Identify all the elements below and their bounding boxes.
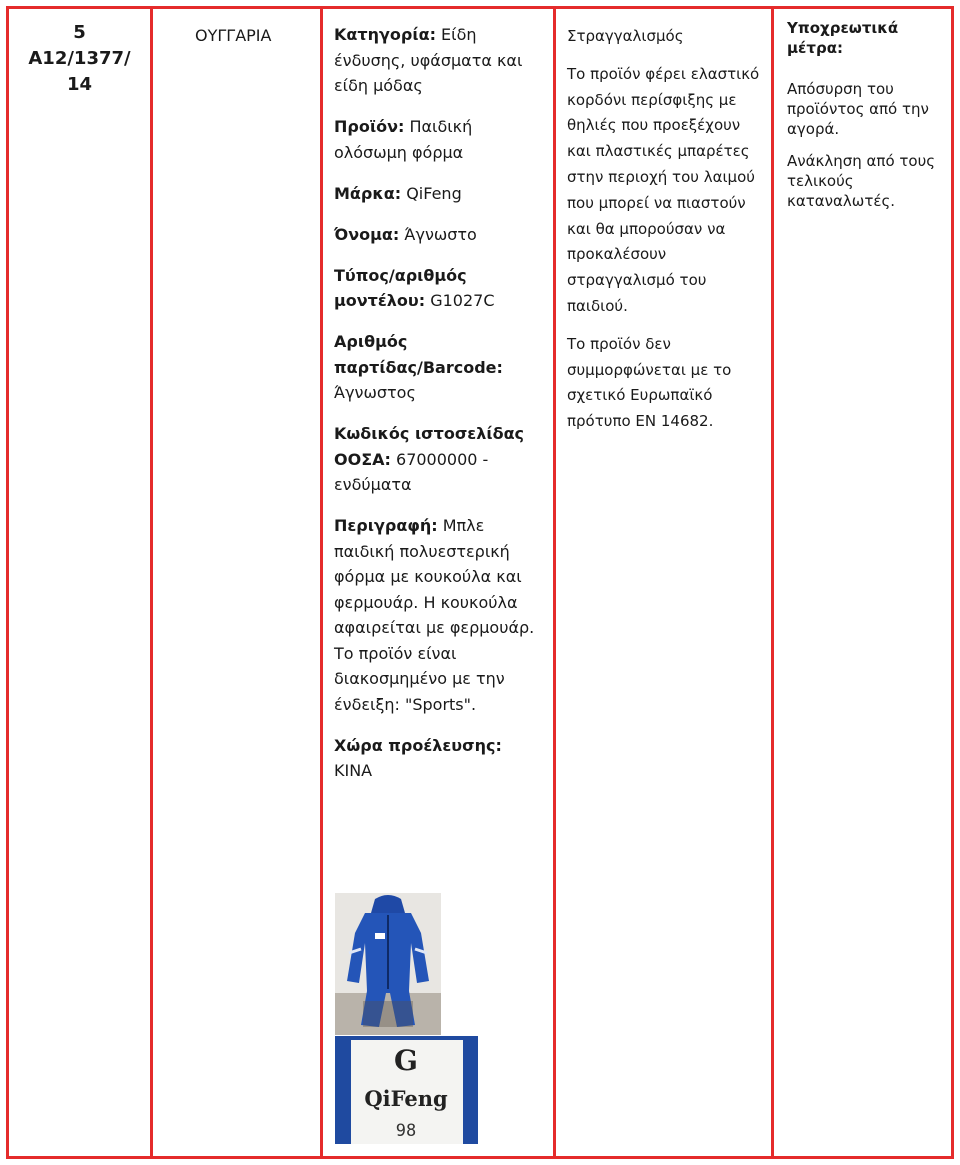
risk-type: Στραγγαλισμός [567,27,684,45]
name-value: Άγνωστο [399,224,477,244]
description-value: Μπλε παιδική πολυεστερική φόρμα με κουκούλα και φερμουάρ. Η κουκούλα αφαιρείται με φερμουάρ. Το προϊόν είναι διακοσμημένο με την ένδειξη: "Sports". [334,516,535,714]
description-label: Περιγραφή: [334,516,438,535]
category-label: Κατηγορία: [334,25,436,44]
origin-row [334,733,545,784]
origin-label: Χώρα προέλευσης: [334,735,502,755]
tag-size: 98 [395,1121,417,1141]
category-row [334,22,545,99]
column-divider [150,6,153,1159]
product-value: Παιδική ολόσωμη φόρμα [334,117,473,162]
name-label: Όνομα: [334,224,400,244]
origin-value: ΚΙΝΑ [334,761,373,780]
record-reference-line2: 14 [66,74,93,95]
record-id-cell [9,6,150,98]
record-reference-line1: A12/1377/ [28,48,131,69]
clothing-tag-illustration [335,1036,478,1144]
batch-label: Αριθμός παρτίδας/Barcode: [334,332,503,377]
model-row [334,263,545,314]
oecd-value: 67000000 - ενδύματα [334,449,489,494]
measure-withdrawal: Απόσυρση του προϊόντος από την αγορά. [787,80,929,138]
tag-letter: G [394,1044,418,1077]
brand-value: QiFeng [401,183,462,203]
measures-heading: Υποχρεωτικά μέτρα: [787,19,899,57]
country-cell [153,6,320,45]
oecd-label: Κωδικός ιστοσελίδας ΟΟΣΑ: [334,424,525,469]
brand-row [334,181,545,207]
batch-value: Άγνωστος [334,383,416,402]
risk-text-1: Το προϊόν φέρει ελαστικό κορδόνι περίσφιξης με θηλιές που προεξέχουν και πλαστικές μπαρέτες στην περιοχή του λαιμού που μπορεί να πιαστούν και θα μπορούσαν να προκαλέσουν στραγγαλισμό του παιδιού. [567,64,760,315]
risk-cell [556,6,771,435]
risk-text-2: Το προϊόν δεν συμμορφώνεται με το σχετικό Ευρωπαϊκό πρότυπο EN 14682. [567,334,732,431]
batch-row [334,329,545,406]
product-photo [335,893,441,1035]
record-number: 5 [73,22,86,43]
measure-recall: Ανάκληση από τους τελικούς καταναλωτές. [787,152,936,210]
category-value: Είδη ένδυσης, υφάσματα και είδη μόδας [334,25,523,95]
measures-cell [774,6,954,223]
description-row [334,513,545,717]
blue-suit-illustration [335,893,441,1035]
model-label: Τύπος/αριθμός μοντέλου: [334,265,467,310]
country-name: ΟΥΓΓΑΡΙΑ [195,26,272,45]
product-details-cell [323,6,553,799]
brand-label-photo [335,1036,478,1144]
model-value: G1027C [425,291,495,310]
brand-label: Μάρκα: [334,183,402,203]
product-label: Προϊόν: [334,117,405,136]
name-row [334,222,545,248]
tag-brand: QiFeng [364,1086,448,1111]
oecd-row [334,421,545,498]
product-row [334,114,545,165]
